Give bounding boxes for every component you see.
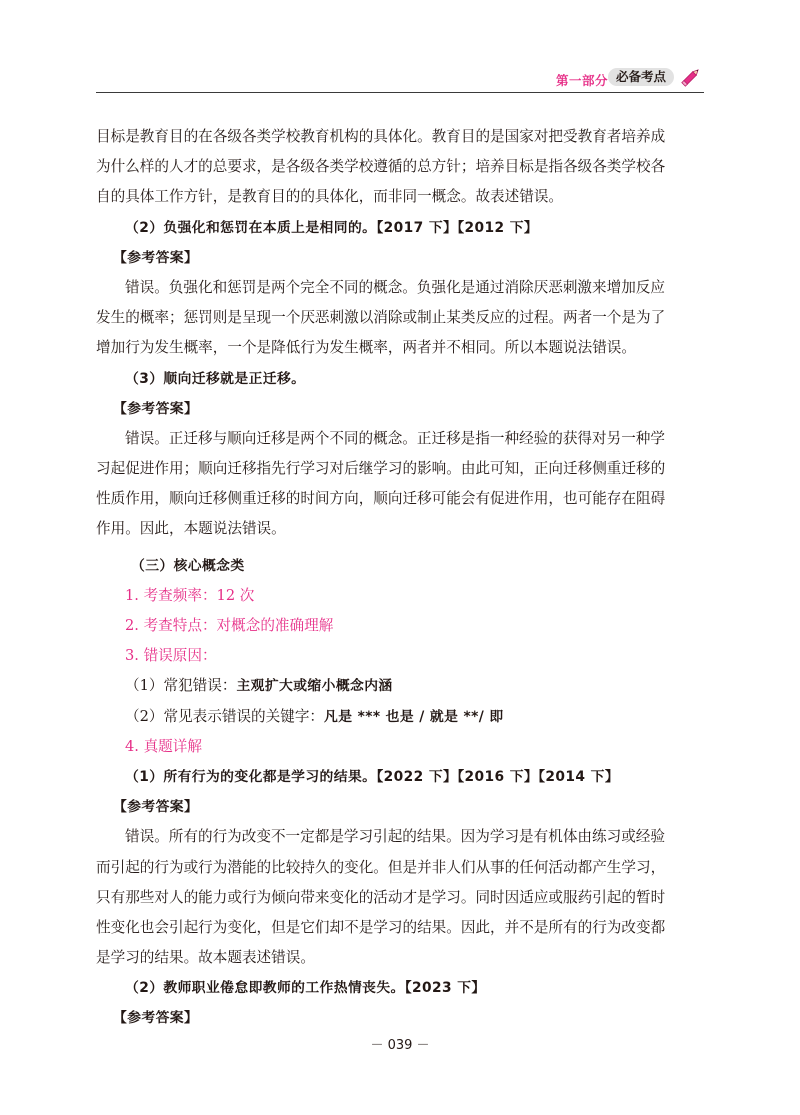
paragraph-line: 错误。正迁移与顺向迁移是两个不同的概念。正迁移是指一种经验的获得对另一种学 [125,429,665,447]
answer-label: 【参考答案】 [113,400,199,417]
paragraph-line: 目标是教育目的在各级各类学校教育机构的具体化。教育目的是国家对把受教育者培养成 [96,128,666,145]
paragraph-line: 作用。因此，本题说法错误。 [96,520,286,538]
reason-item: 3. 错误原因： [125,647,217,665]
paragraph-line: 为什么样的人才的总要求，是各级各类学校遵循的总方针；培养目标是指各级各类学校各 [96,158,666,176]
keyword-text: 凡是 *** 也是 / 就是 **/ 即 [324,708,504,725]
keyword-line [96,702,708,732]
question-heading: （3）顺向迁移就是正迁移。 [125,370,306,387]
paragraph-line: 性质作用，顺向迁移侧重迁移的时间方向，顺向迁移可能会有促进作用，也可能存在阻碍 [96,490,666,508]
page-number: － 039 － [370,1038,430,1053]
paragraph-line: 错误。所有的行为改变不一定都是学习引起的结果。因为学习是有机体由练习或经验 [125,828,665,846]
exam-detail-item: 4. 真题详解 [125,737,202,755]
paragraph-line: 发生的概率；惩罚则是呈现一个厌恶刺激以消除或制止某类反应的过程。两者一个是为了 [96,309,666,327]
feature-item: 2. 考查特点：对概念的准确理解 [125,617,334,634]
paragraph-line: 自的具体工作方针，是教育目的的具体化，而非同一概念。故表述错误。 [96,188,564,206]
keyword-label: （2）常见表示错误的关键字： [125,707,325,725]
paragraph-line: 是学习的结果。故本题表述错误。 [96,949,315,967]
header-section-label: 第一部分 [555,73,608,88]
header-rule [96,92,704,93]
paragraph-line: 性变化也会引起行为变化，但是它们却不是学习的结果。因此，并不是所有的行为改变都 [96,918,666,936]
common-error-text: 主观扩大或缩小概念内涵 [236,678,393,695]
common-error-line [96,671,708,701]
page-body [96,122,708,1034]
common-error-label: （1）常犯错误： [125,677,237,695]
pencil-icon [680,66,702,88]
question-heading: （2）教师职业倦怠即教师的工作热情丧失。【2023 下】 [125,980,486,997]
paragraph-line: 只有那些对人的能力或行为倾向带来变化的活动才是学习。同时因适应或服药引起的暂时 [96,888,666,906]
answer-label: 【参考答案】 [113,1010,199,1027]
answer-label: 【参考答案】 [113,249,199,266]
paragraph-line: 习起促进作用；顺向迁移指先行学习对后继学习的影响。由此可知，正向迁移侧重迁移的 [96,460,666,478]
paragraph-line: 而引起的行为或行为潜能的比较持久的变化。但是并非人们从事的任何活动都产生学习， [96,858,666,876]
section-heading: （三）核心概念类 [131,557,245,574]
paragraph-line: 错误。负强化和惩罚是两个完全不同的概念。负强化是通过消除厌恶刺激来增加反应 [125,278,665,296]
question-heading: （1）所有行为的变化都是学习的结果。【2022 下】【2016 下】【2014 下】 [125,768,620,785]
question-heading: （2）负强化和惩罚在本质上是相同的。【2017 下】【2012 下】 [125,219,539,236]
running-header [96,68,704,92]
header-badge: 必备考点 [608,68,674,86]
answer-label: 【参考答案】 [113,799,199,816]
frequency-item: 1. 考查频率：12 次 [125,586,255,604]
paragraph-line: 增加行为发生概率，一个是降低行为发生概率，两者并不相同。所以本题说法错误。 [96,339,636,357]
